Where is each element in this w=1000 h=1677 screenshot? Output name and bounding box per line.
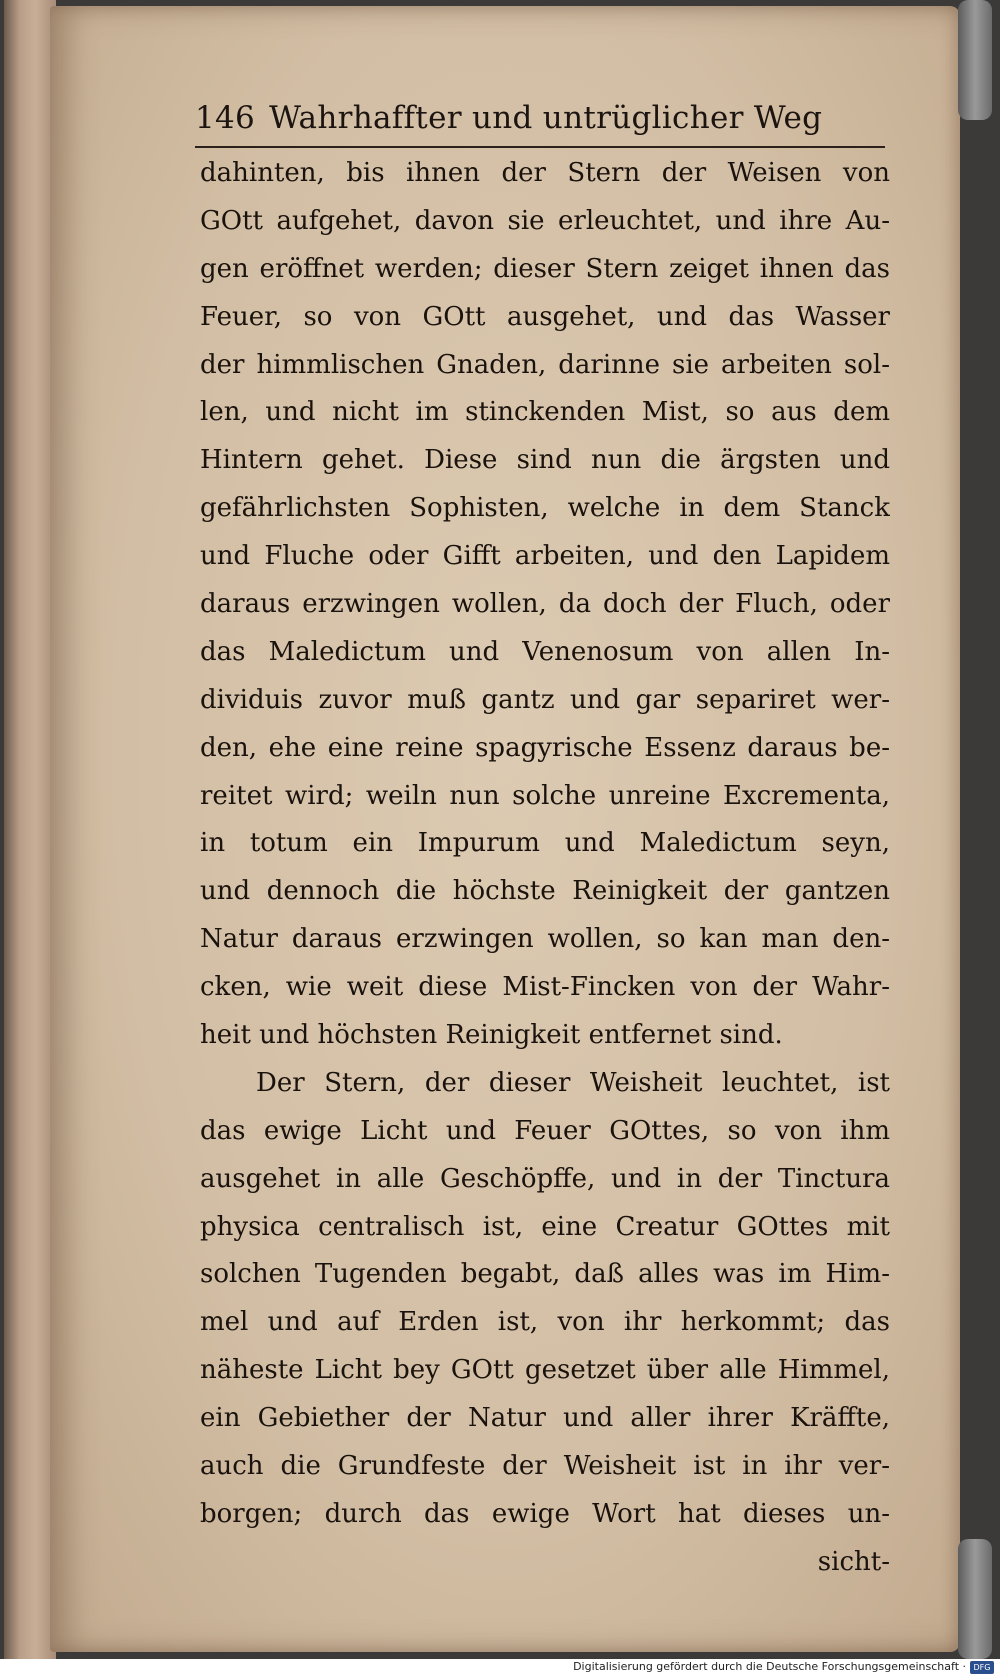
text-line: dividuis zuvor muß gantz und gar separiret wer- <box>200 684 890 715</box>
text-line: len, und nicht im stinckenden Mist, so aus dem <box>200 397 890 428</box>
text-line: ausgehet in alle Geschöpffe, und in der Tinctura <box>200 1163 890 1194</box>
page-number: 146 <box>195 100 256 136</box>
page-clip-top <box>958 0 992 120</box>
text-line: der himmlischen Gnaden, darinne sie arbeiten sol- <box>200 349 890 380</box>
text-line: cken, wie weit diese Mist-Fincken von der Wahr- <box>200 972 890 1003</box>
text-line: Der Stern, der dieser Weisheit leuchtet, ist <box>256 1067 890 1098</box>
text-line: physica centralisch ist, eine Creatur GOttes mit <box>200 1211 890 1242</box>
page-clip-bottom <box>958 1539 992 1659</box>
text-line: das ewige Licht und Feuer GOttes, so von ihm <box>200 1115 890 1146</box>
text-line: den, ehe eine reine spagyrische Essenz daraus be- <box>200 732 890 763</box>
catchword: sicht- <box>817 1546 890 1577</box>
text-line: Hintern gehet. Diese sind nun die ärgsten und <box>200 445 890 476</box>
text-line: mel und auf Erden ist, von ihr herkommt; das <box>200 1307 890 1338</box>
text-line: gefährlichsten Sophisten, welche in dem Stanck <box>200 493 890 524</box>
book-page-edges <box>4 0 56 1659</box>
running-title: Wahrhaffter und untrüglicher Weg <box>269 100 823 136</box>
text-line: gen eröffnet werden; dieser Stern zeiget ihnen das <box>200 253 890 284</box>
text-line: das Maledictum und Venenosum von allen In- <box>200 636 890 667</box>
text-line: solchen Tugenden begabt, daß alles was im Him- <box>200 1259 890 1290</box>
text-line: daraus erzwingen wollen, da doch der Fluch, oder <box>200 589 890 620</box>
text-line: in totum ein Impurum und Maledictum seyn, <box>200 828 890 859</box>
text-line: Natur daraus erzwingen wollen, so kan man den- <box>200 924 890 955</box>
text-line: heit und höchsten Reinigkeit entfernet sind. <box>200 1020 783 1051</box>
header-rule <box>195 146 885 148</box>
text-line: Feuer, so von GOtt ausgehet, und das Wasser <box>200 301 890 332</box>
text-line: GOtt aufgehet, davon sie erleuchtet, und ihre Au- <box>200 205 890 236</box>
text-line: ein Gebiether der Natur und aller ihrer Kräffte, <box>200 1403 890 1434</box>
text-block <box>200 150 890 1587</box>
text-line: dahinten, bis ihnen der Stern der Weisen von <box>200 158 890 188</box>
running-head <box>195 100 885 136</box>
text-line: und Fluche oder Gifft arbeiten, und den Lapidem <box>200 541 890 572</box>
text-line: näheste Licht bey GOtt gesetzet über alle Himmel, <box>200 1355 890 1386</box>
funding-credit: Digitalisierung gefördert durch die Deutsche Forschungsgemeinschaft · <box>573 1660 966 1673</box>
text-line: und dennoch die höchste Reinigkeit der gantzen <box>200 876 890 907</box>
text-line: auch die Grundfeste der Weisheit ist in ihr ver- <box>200 1451 890 1482</box>
text-line: reitet wird; weiln nun solche unreine Excrementa, <box>200 780 890 811</box>
text-line: borgen; durch das ewige Wort hat dieses un- <box>200 1498 890 1529</box>
dfg-logo: DFG <box>970 1661 994 1674</box>
